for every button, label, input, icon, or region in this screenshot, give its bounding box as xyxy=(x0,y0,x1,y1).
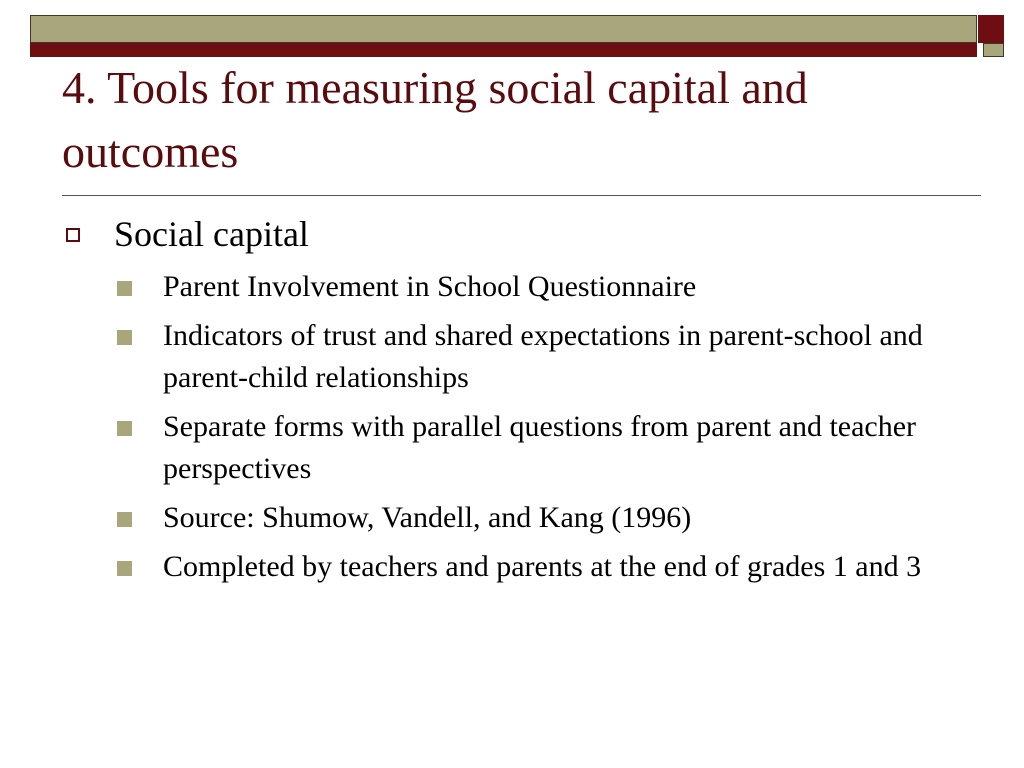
sub-bullet-text: Parent Involvement in School Questionnaire xyxy=(163,270,697,303)
sub-bullet-list xyxy=(62,266,962,588)
title-divider xyxy=(62,195,981,196)
square-bullet-icon xyxy=(117,330,132,345)
square-bullet-icon xyxy=(117,512,132,527)
corner-square-red xyxy=(978,15,1004,43)
top-dark-strip xyxy=(30,43,977,57)
sub-bullet-item xyxy=(62,406,962,490)
sub-bullet-item xyxy=(62,546,962,588)
sub-bullet-text: Separate forms with parallel questions from parent and teacher perspectives xyxy=(163,410,917,485)
sub-bullet-text: Indicators of trust and shared expectations in parent-school and parent-child relationships xyxy=(163,319,923,394)
hollow-square-icon xyxy=(66,228,80,242)
main-bullet-text: Social capital xyxy=(114,214,309,254)
corner-square-olive xyxy=(983,43,1004,57)
sub-bullet-item xyxy=(62,315,962,399)
sub-bullet-item xyxy=(62,497,962,539)
square-bullet-icon xyxy=(117,561,132,576)
sub-bullet-text: Source: Shumow, Vandell, and Kang (1996) xyxy=(163,501,692,534)
slide-body xyxy=(62,208,962,595)
main-bullet xyxy=(62,208,962,260)
sub-bullet-item xyxy=(62,266,962,308)
top-decorative-bar xyxy=(30,15,977,43)
square-bullet-icon xyxy=(117,421,132,436)
square-bullet-icon xyxy=(117,281,132,296)
sub-bullet-text: Completed by teachers and parents at the end of grades 1 and 3 xyxy=(163,550,922,583)
slide-title: 4. Tools for measuring social capital and outcomes xyxy=(62,62,808,177)
